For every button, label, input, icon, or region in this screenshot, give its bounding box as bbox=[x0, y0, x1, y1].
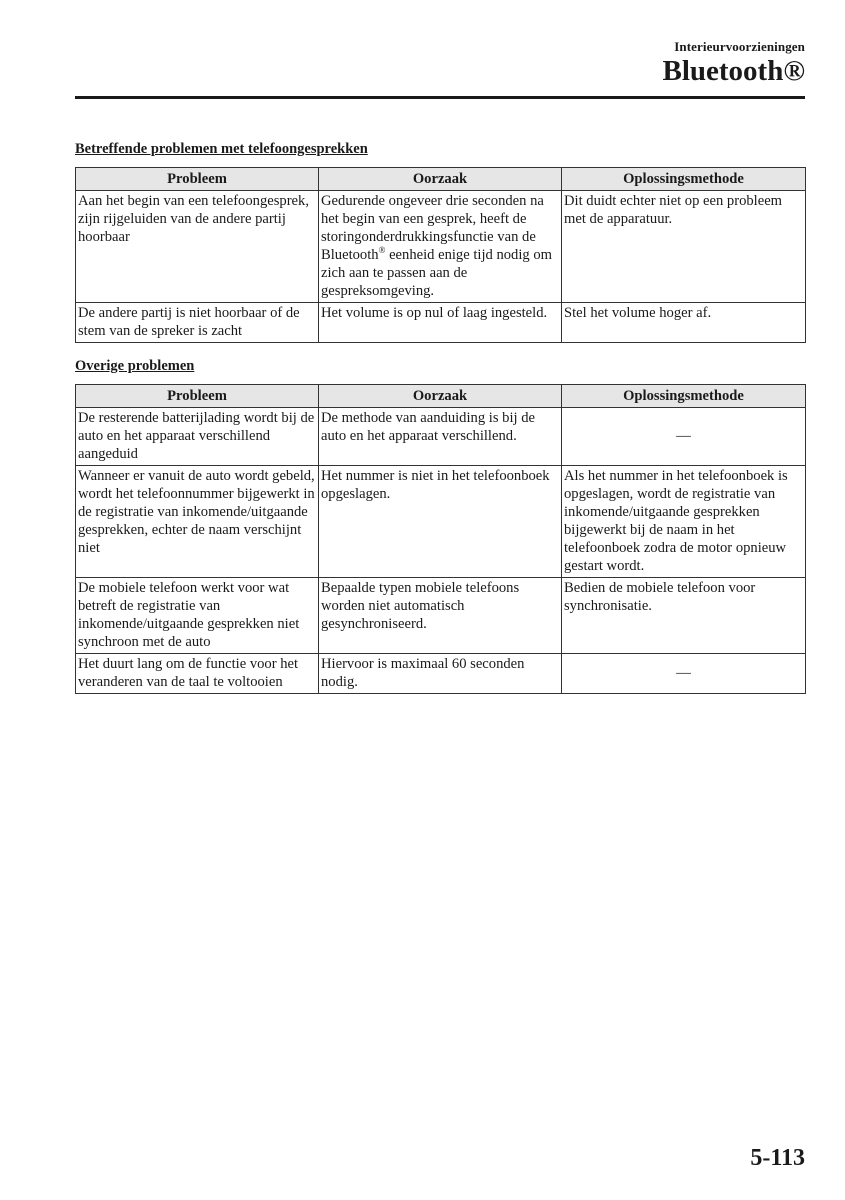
column-header-solution: Oplossingsmethode bbox=[562, 168, 806, 191]
table-row bbox=[76, 408, 806, 466]
table-row bbox=[76, 654, 806, 694]
registered-mark: ® bbox=[378, 245, 386, 256]
cause-cell: Bepaalde typen mobiele telefoons worden niet automatisch gesynchroniseerd. bbox=[319, 578, 562, 654]
solution-cell: Als het nummer in het telefoonboek is opgeslagen, wordt de registratie van inkomende/uitgaande gesprekken bijgewerkt bij de naam in het telefoonboek zodra de motor opnieuw gestart wordt. bbox=[562, 466, 806, 578]
table-row bbox=[76, 191, 806, 303]
page-number: 5-113 bbox=[750, 1145, 805, 1171]
problem-cell: De resterende batterijlading wordt bij de auto en het apparaat verschillend aangeduid bbox=[76, 408, 319, 466]
column-header-problem: Probleem bbox=[76, 168, 319, 191]
solution-cell: — bbox=[562, 654, 806, 694]
cause-cell: Het nummer is niet in het telefoonboek opgeslagen. bbox=[319, 466, 562, 578]
problem-cell: Wanneer er vanuit de auto wordt gebeld, wordt het telefoonnummer bijgewerkt in de registratie van inkomende/uitgaande gesprekken, echter de naam verschijnt niet bbox=[76, 466, 319, 578]
section-title: Interieurvoorzieningen bbox=[674, 39, 805, 54]
solution-cell: Bedien de mobiele telefoon voor synchronisatie. bbox=[562, 578, 806, 654]
solution-cell: — bbox=[562, 408, 806, 466]
table-row bbox=[76, 466, 806, 578]
page-title: Bluetooth® bbox=[662, 55, 805, 87]
call-problems-heading: Betreffende problemen met telefoongesprekken bbox=[75, 141, 368, 157]
problem-cell: Het duurt lang om de functie voor het veranderen van de taal te voltooien bbox=[76, 654, 319, 694]
table-header-row bbox=[76, 168, 806, 191]
solution-cell: Stel het volume hoger af. bbox=[562, 303, 806, 343]
table-row bbox=[76, 303, 806, 343]
cause-cell: De methode van aanduiding is bij de auto en het apparaat verschillend. bbox=[319, 408, 562, 466]
column-header-cause: Oorzaak bbox=[319, 168, 562, 191]
problem-cell: Aan het begin van een telefoongesprek, zijn rijgeluiden van de andere partij hoorbaar bbox=[76, 191, 319, 303]
header-divider bbox=[75, 96, 805, 99]
call-problems-table bbox=[75, 167, 806, 343]
problem-cell: De mobiele telefoon werkt voor wat betreft de registratie van inkomende/uitgaande gesprekken niet synchroon met de auto bbox=[76, 578, 319, 654]
other-problems-heading: Overige problemen bbox=[75, 358, 195, 374]
solution-cell: Dit duidt echter niet op een probleem met de apparatuur. bbox=[562, 191, 806, 303]
other-problems-table bbox=[75, 384, 806, 694]
problem-cell: De andere partij is niet hoorbaar of de stem van de spreker is zacht bbox=[76, 303, 319, 343]
column-header-cause: Oorzaak bbox=[319, 385, 562, 408]
cause-text: Gedurende ongeveer drie seconden na het begin van een gesprek, heeft de storingonderdrukkingsfunctie van de Bluetooth bbox=[321, 193, 544, 263]
column-header-solution: Oplossingsmethode bbox=[562, 385, 806, 408]
table-header-row bbox=[76, 385, 806, 408]
cause-cell: Het volume is op nul of laag ingesteld. bbox=[319, 303, 562, 343]
cause-cell: Hiervoor is maximaal 60 seconden nodig. bbox=[319, 654, 562, 694]
cause-text-continued: eenheid enige tijd nodig om zich aan te passen aan de gespreksomgeving. bbox=[321, 247, 552, 299]
column-header-problem: Probleem bbox=[76, 385, 319, 408]
table-row bbox=[76, 578, 806, 654]
cause-cell bbox=[319, 191, 562, 303]
